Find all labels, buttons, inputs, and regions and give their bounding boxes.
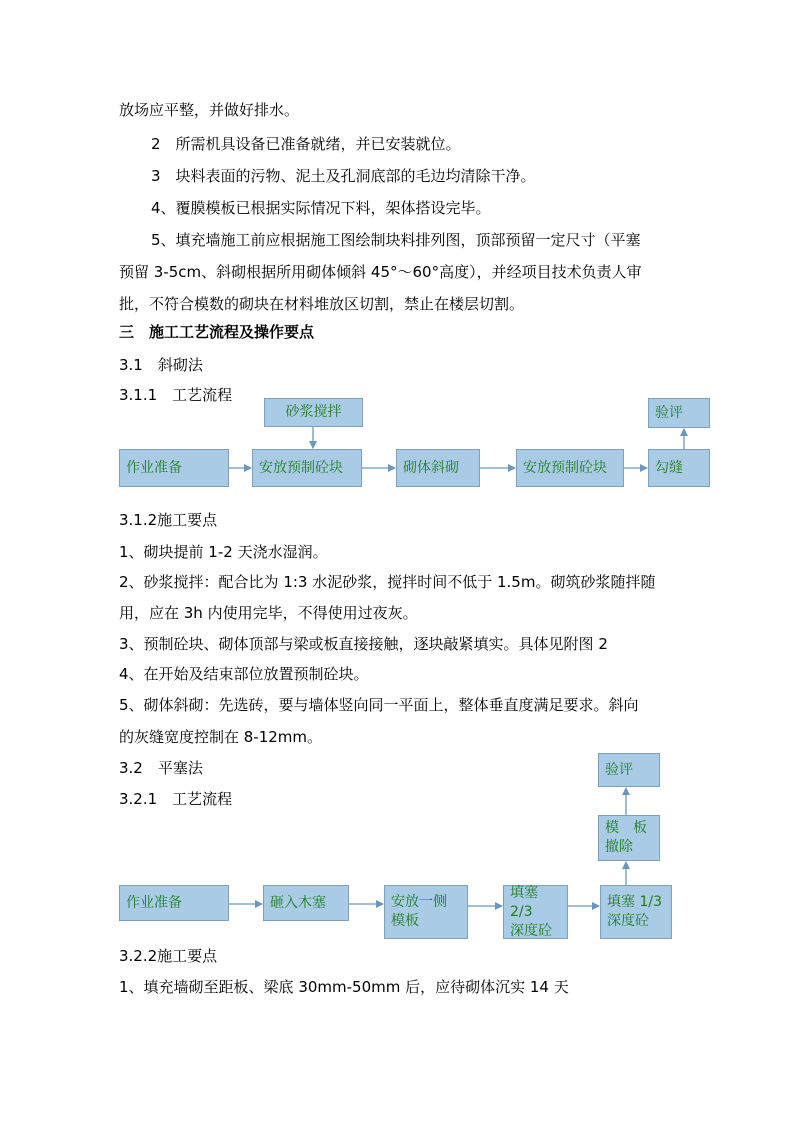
- flow-box-label: 安放一侧: [391, 894, 447, 910]
- flow-box-label: 安放预制砼块: [523, 459, 607, 476]
- point-item: 的灰缝宽度控制在 8-12mm。: [119, 728, 323, 746]
- flow-box-label: 砌体斜砌: [403, 459, 459, 476]
- subsection-heading: 3.1 斜砌法: [119, 356, 203, 374]
- flow-box-label: 模 板: [605, 820, 647, 836]
- paragraph-line: 5、填充墙施工前应根据施工图绘制块料排列图，顶部预留一定尺寸（平塞: [151, 231, 641, 249]
- flow-heading: 3.1.1 工艺流程: [119, 386, 233, 404]
- point-item: 1、砌块提前 1-2 天浇水湿润。: [119, 543, 328, 561]
- section-heading: 三 施工工艺流程及操作要点: [119, 323, 315, 341]
- flow-box-label: 深度砼: [510, 922, 552, 939]
- flow-box-label: 验评: [605, 761, 633, 778]
- paragraph-line: 放场应平整，并做好排水。: [119, 101, 300, 119]
- paragraph-line: 2 所需机具设备已准备就绪，并已安装就位。: [151, 135, 461, 153]
- flow-box-label: 深度砼: [607, 913, 649, 929]
- paragraph-line: 3 块料表面的污物、泥土及孔洞底部的毛边均清除干净。: [151, 167, 536, 185]
- subsection-heading: 3.2 平塞法: [119, 759, 203, 777]
- points-heading: 3.1.2施工要点: [119, 511, 218, 529]
- points-heading: 3.2.2施工要点: [119, 947, 218, 965]
- point-item: 4、在开始及结束部位放置预制砼块。: [119, 665, 369, 683]
- flow-box-label: 填塞 1/3: [607, 894, 662, 910]
- flow-box-label: 砸入木塞: [270, 894, 326, 911]
- paragraph-line: 4、覆膜模板已根据实际情况下料，架体搭设完毕。: [151, 199, 491, 217]
- point-item: 5、砌体斜砌：先选砖，要与墙体竖向同一平面上，整体垂直度满足要求。斜向: [119, 696, 639, 714]
- point-item: 用，应在 3h 内使用完毕，不得使用过夜灰。: [119, 604, 418, 622]
- point-item: 3、预制砼块、砌体顶部与梁或板直接接触，逐块敲紧填实。具体见附图 2: [119, 635, 608, 653]
- flow-box-label: 模板: [391, 913, 419, 929]
- point-item: 2、砂浆搅拌：配合比为 1:3 水泥砂浆，搅拌时间不低于 1.5m。砌筑砂浆随拌随: [119, 573, 656, 591]
- flow-box-label: 安放预制砼块: [259, 459, 343, 476]
- point-item: 1、填充墙砌至距板、梁底 30mm-50mm 后，应待砌体沉实 14 天: [119, 978, 569, 996]
- flow-box-label: 撤除: [605, 839, 633, 855]
- paragraph-line: 预留 3-5cm、斜砌根据所用砌体倾斜 45°～60°高度），并经项目技术负责人审: [119, 263, 642, 281]
- flow-box-label: 作业准备: [126, 459, 182, 476]
- flow-box-label: 砂浆搅拌: [285, 404, 342, 420]
- flow-box-label: 作业准备: [126, 894, 182, 911]
- flow-heading: 3.2.1 工艺流程: [119, 790, 233, 808]
- flow-box-label: 勾缝: [655, 459, 683, 476]
- paragraph-line: 批，不符合模数的砌块在材料堆放区切割，禁止在楼层切割。: [119, 295, 525, 313]
- flow-box-label: 填塞 2/3: [510, 884, 538, 920]
- flow-box-label: 验评: [655, 404, 683, 421]
